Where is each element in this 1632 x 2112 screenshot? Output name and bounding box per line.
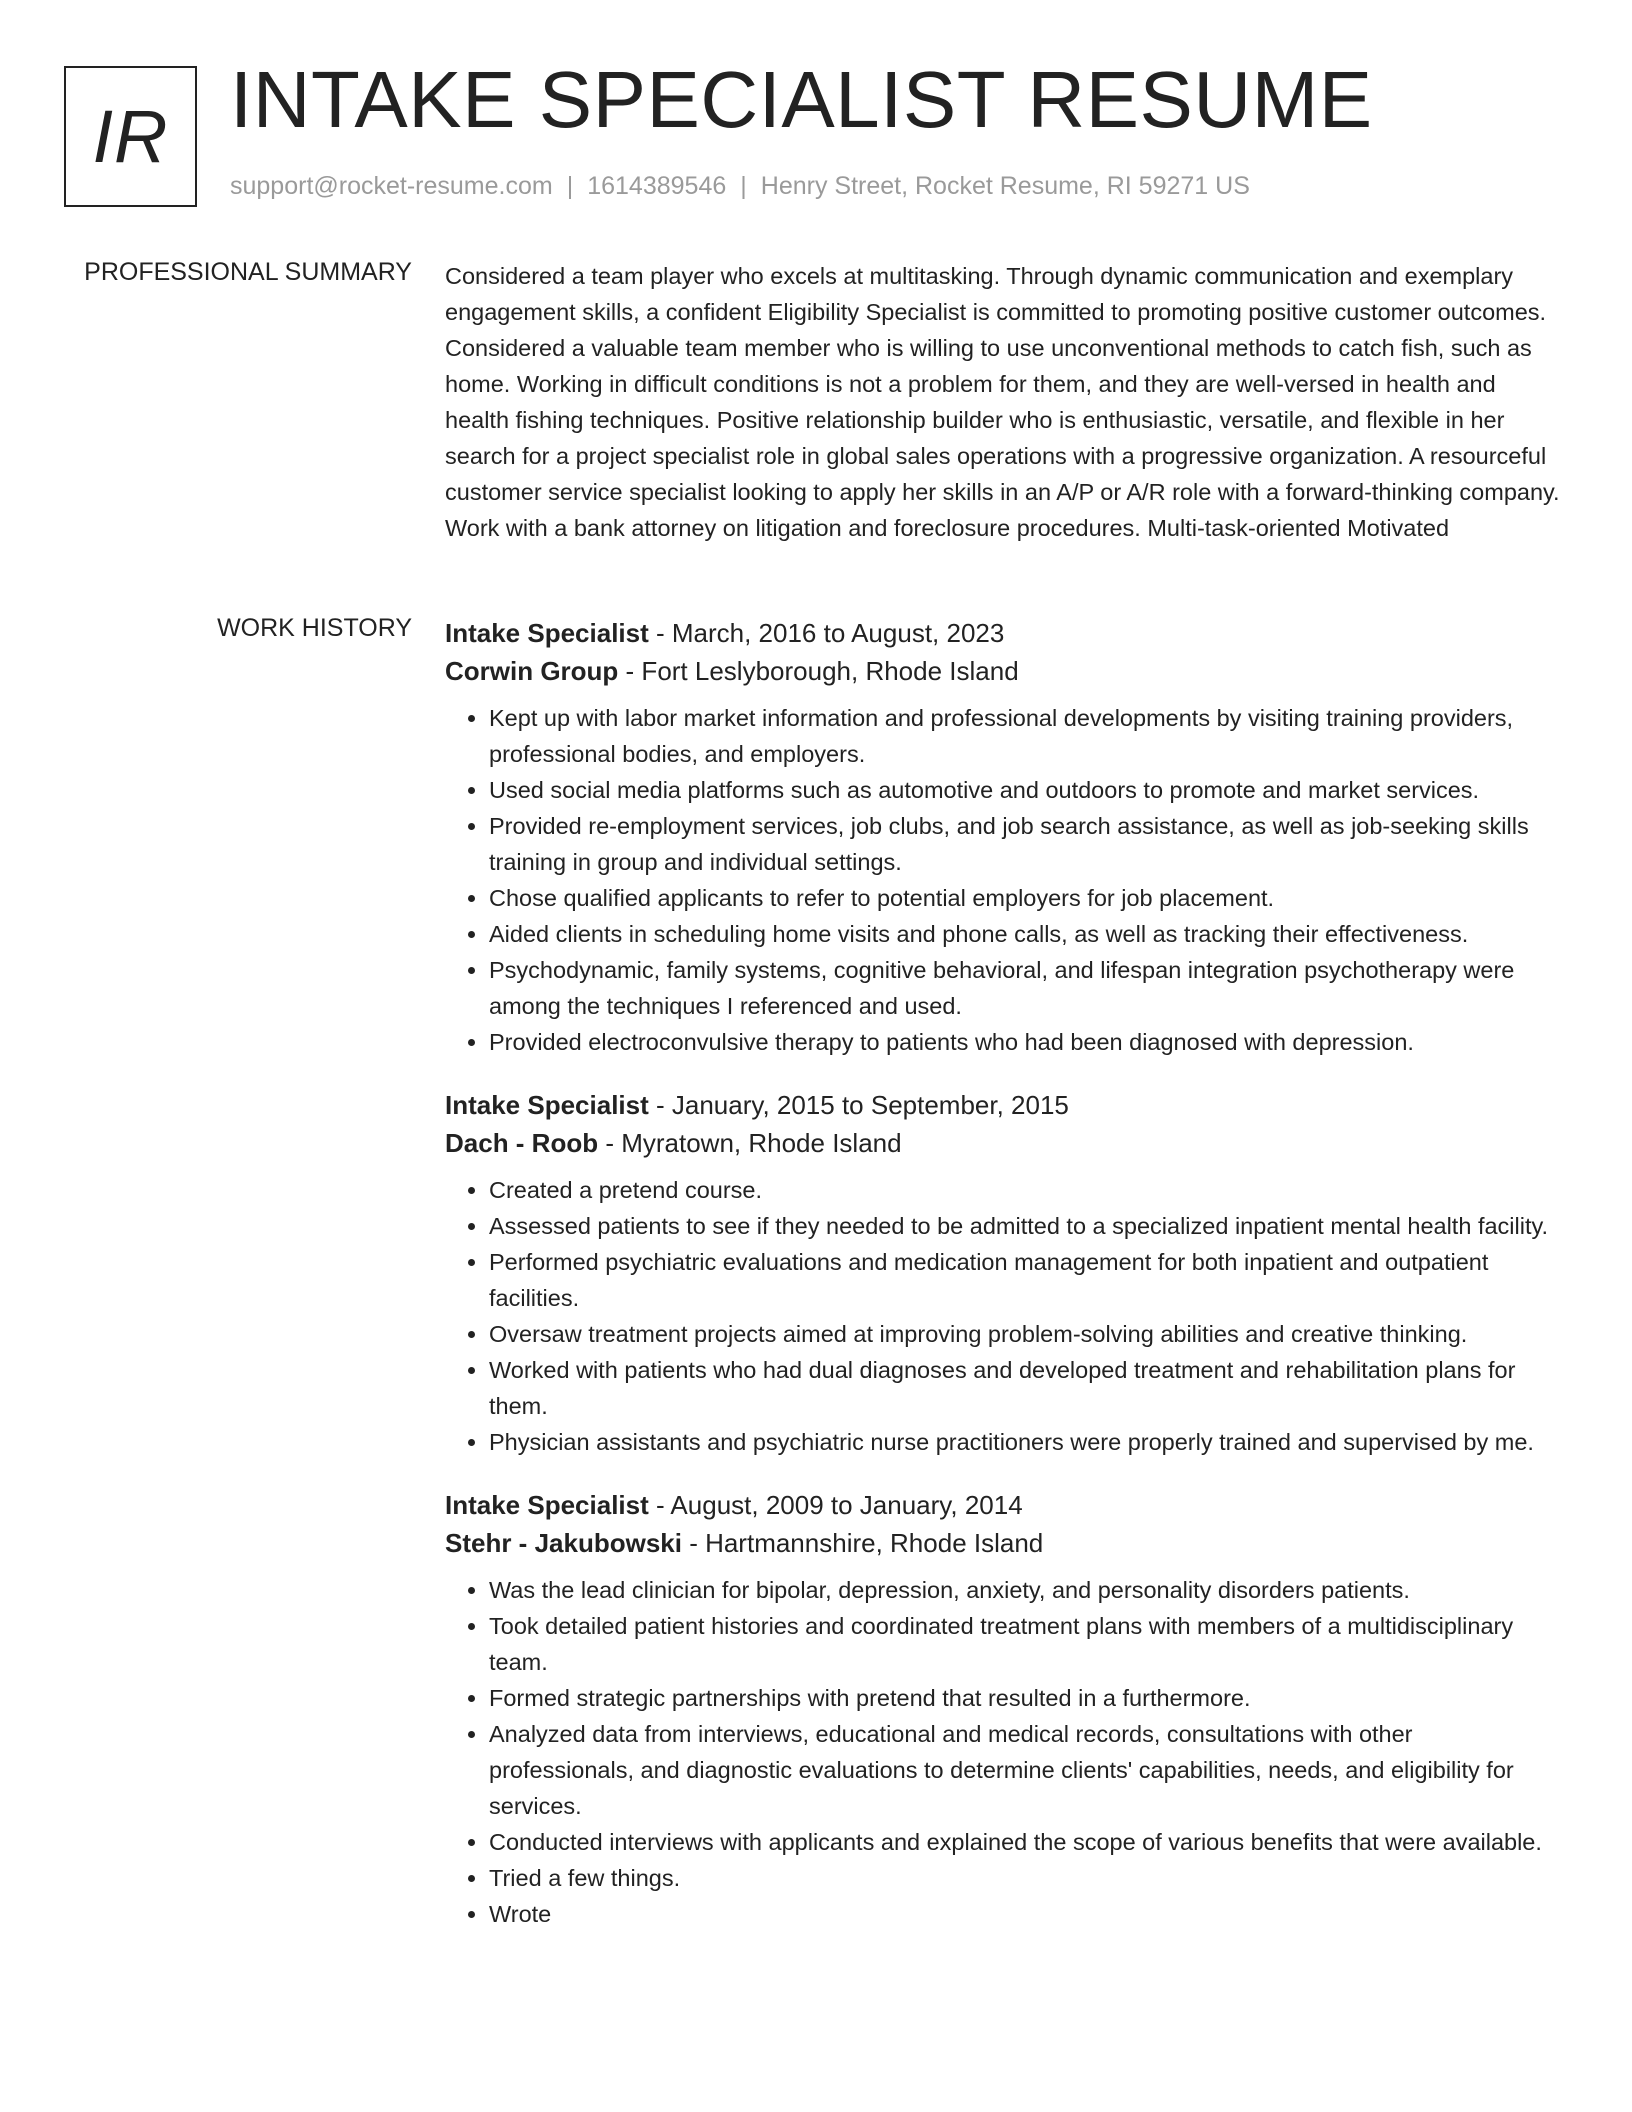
job-bullet: • Assessed patients to see if they needed to be admitted to a specialized inpatient mental health facility. bbox=[489, 1208, 1560, 1244]
job-title-line bbox=[445, 614, 1560, 652]
contact-separator: | bbox=[740, 172, 747, 200]
job-bullet: • Wrote bbox=[489, 1896, 1560, 1932]
job-list bbox=[445, 614, 1560, 1958]
contact-phone: 1614389546 bbox=[587, 172, 727, 200]
job-dates: - March, 2016 to August, 2023 bbox=[648, 618, 1005, 648]
job-bullet: • Worked with patients who had dual diagnoses and developed treatment and rehabilitation plans for them. bbox=[489, 1352, 1560, 1424]
contact-address: Henry Street, Rocket Resume, RI 59271 US bbox=[760, 172, 1250, 200]
job-location: - Fort Leslyborough, Rhode Island bbox=[618, 656, 1019, 686]
work-history-label: WORK HISTORY bbox=[217, 614, 412, 642]
job-bullet: • Was the lead clinician for bipolar, depression, anxiety, and personality disorders patients. bbox=[489, 1572, 1560, 1608]
job-company-line bbox=[445, 652, 1560, 690]
job-title-line bbox=[445, 1086, 1560, 1124]
job-bullet: • Aided clients in scheduling home visits and phone calls, as well as tracking their effectiveness. bbox=[489, 916, 1560, 952]
job-title: Intake Specialist bbox=[445, 618, 649, 648]
monogram-logo: IR bbox=[64, 66, 197, 207]
job-bullet: • Provided electroconvulsive therapy to patients who had been diagnosed with depression. bbox=[489, 1024, 1560, 1060]
contact-separator: | bbox=[566, 172, 574, 200]
job-bullets bbox=[445, 1572, 1560, 1932]
job-bullet: • Took detailed patient histories and coordinated treatment plans with members of a multidisciplinary team. bbox=[489, 1608, 1560, 1680]
summary-label: PROFESSIONAL SUMMARY bbox=[84, 258, 412, 286]
job-location: - Myratown, Rhode Island bbox=[598, 1128, 902, 1158]
resume-title: INTAKE SPECIALIST RESUME bbox=[230, 55, 1373, 144]
job-company-line bbox=[445, 1124, 1560, 1162]
job-bullets bbox=[445, 700, 1560, 1060]
summary-text: Considered a team player who excels at multitasking. Through dynamic communication and exemplary engagement skills, a confident Eligibility Specialist is committed to promoting positive customer outcomes. Considered a valuable team member who is willing to use unconventional methods to catch fish, such as home. Working in difficult conditions is not a problem for them, and they are well-versed in health and health fishing techniques. Positive relationship builder who is enthusiastic, versatile, and flexible in her search for a project specialist role in global sales operations with a progressive organization. A resourceful customer service specialist looking to apply her skills in an A/P or A/R role with a forward-thinking company. Work with a bank attorney on litigation and foreclosure procedures. Multi-task-oriented Motivated bbox=[445, 263, 1560, 541]
job-company: Dach - Roob bbox=[445, 1128, 599, 1158]
job-title: Intake Specialist bbox=[445, 1090, 649, 1120]
job-bullet: • Chose qualified applicants to refer to potential employers for job placement. bbox=[489, 880, 1560, 916]
contact-email: support@rocket-resume.com bbox=[230, 172, 553, 200]
job-bullet: • Physician assistants and psychiatric nurse practitioners were properly trained and supervised by me. bbox=[489, 1424, 1560, 1460]
job-bullet: • Used social media platforms such as automotive and outdoors to promote and market services. bbox=[489, 772, 1560, 808]
job-bullet: • Formed strategic partnerships with pretend that resulted in a furthermore. bbox=[489, 1680, 1560, 1716]
job-bullet: • Created a pretend course. bbox=[489, 1172, 1560, 1208]
job-bullet: • Provided re-employment services, job clubs, and job search assistance, as well as job-seeking skills training in group and individual settings. bbox=[489, 808, 1560, 880]
job-entry bbox=[445, 1486, 1560, 1932]
job-company: Stehr - Jakubowski bbox=[445, 1528, 682, 1558]
contact-line bbox=[230, 172, 1250, 201]
job-company-line bbox=[445, 1524, 1560, 1562]
job-bullet: • Analyzed data from interviews, educational and medical records, consultations with other professionals, and diagnostic evaluations to determine clients' capabilities, needs, and eligibility for services. bbox=[489, 1716, 1560, 1824]
job-entry bbox=[445, 1086, 1560, 1460]
job-bullets bbox=[445, 1172, 1560, 1460]
job-title-line bbox=[445, 1486, 1560, 1524]
job-entry bbox=[445, 614, 1560, 1060]
job-bullet: • Conducted interviews with applicants and explained the scope of various benefits that were available. bbox=[489, 1824, 1560, 1860]
job-bullet: • Performed psychiatric evaluations and medication management for both inpatient and outpatient facilities. bbox=[489, 1244, 1560, 1316]
job-bullet: • Tried a few things. bbox=[489, 1860, 1560, 1896]
job-company: Corwin Group bbox=[445, 656, 619, 686]
job-bullet: • Kept up with labor market information and professional developments by visiting training providers, professional bodies, and employers. bbox=[489, 700, 1560, 772]
job-bullet: • Psychodynamic, family systems, cognitive behavioral, and lifespan integration psychotherapy were among the techniques I referenced and used. bbox=[489, 952, 1560, 1024]
job-location: - Hartmannshire, Rhode Island bbox=[681, 1528, 1044, 1558]
job-bullet: • Oversaw treatment projects aimed at improving problem-solving abilities and creative thinking. bbox=[489, 1316, 1560, 1352]
job-dates: - August, 2009 to January, 2014 bbox=[648, 1490, 1023, 1520]
job-dates: - January, 2015 to September, 2015 bbox=[648, 1090, 1069, 1120]
job-title: Intake Specialist bbox=[445, 1490, 649, 1520]
